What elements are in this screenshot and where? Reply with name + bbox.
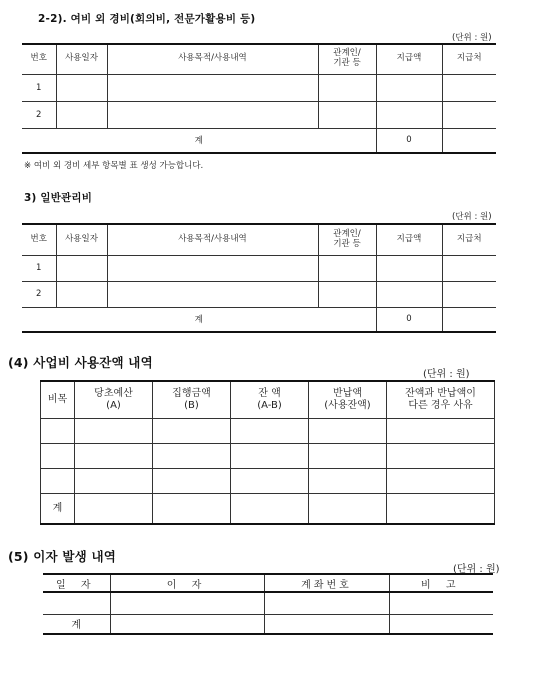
total-label: 계 [41, 493, 75, 524]
table-row [22, 255, 496, 281]
header-remarks: 비 고 [389, 574, 493, 592]
section-4-unit: (단위 : 원) [423, 369, 470, 380]
header-date: 일 자 [43, 574, 110, 592]
cell-difference-reason[interactable] [387, 443, 495, 468]
total-payee [442, 128, 496, 153]
cell-related-party[interactable] [318, 101, 376, 128]
cell-payee[interactable] [442, 74, 496, 101]
header-row [22, 44, 496, 74]
cell-purpose[interactable] [107, 74, 318, 101]
cell-returned-amount[interactable] [309, 443, 387, 468]
table-row [43, 592, 493, 614]
header-item: 비목 [41, 381, 75, 418]
header-related-party: 관계인/ 기관 등 [318, 44, 376, 74]
section-2-2-title: 2-2). 여비 외 경비(회의비, 전문가활용비 등) [38, 13, 256, 25]
cell-amount[interactable] [376, 101, 442, 128]
total-label: 계 [22, 307, 376, 332]
header-purpose: 사용목적/사용내역 [107, 44, 318, 74]
section-3-title: 3) 일반관리비 [24, 192, 93, 204]
cell-difference-reason[interactable] [387, 418, 495, 443]
header-original-budget: 당초예산 (A) [75, 381, 153, 418]
cell-interest[interactable] [110, 592, 264, 614]
cell-returned-amount[interactable] [309, 468, 387, 493]
cell-payee[interactable] [442, 101, 496, 128]
cell-item[interactable] [41, 443, 75, 468]
cell-date[interactable] [56, 74, 107, 101]
cell-related-party[interactable] [318, 281, 376, 307]
cell-amount[interactable] [376, 74, 442, 101]
cell-purpose[interactable] [107, 255, 318, 281]
total-amount: 0 [376, 128, 442, 153]
section-3-table [22, 223, 496, 333]
header-date: 사용일자 [56, 224, 107, 255]
cell-original-budget[interactable] [75, 468, 153, 493]
cell-executed-amount[interactable] [153, 443, 231, 468]
cell-date[interactable] [56, 255, 107, 281]
cell-date[interactable] [43, 592, 110, 614]
header-returned-amount: 반납액 (사용잔액) [309, 381, 387, 418]
section-4-title: (4) 사업비 사용잔액 내역 [8, 355, 153, 370]
table-row [41, 418, 495, 443]
cell-returned-amount[interactable] [309, 418, 387, 443]
header-interest: 이 자 [110, 574, 264, 592]
cell-amount[interactable] [376, 255, 442, 281]
total-interest [110, 614, 264, 634]
cell-executed-amount[interactable] [153, 468, 231, 493]
header-account-number: 계좌번호 [264, 574, 389, 592]
row-number: 2 [22, 101, 56, 128]
total-difference-reason [387, 493, 495, 524]
table-row [41, 443, 495, 468]
cell-original-budget[interactable] [75, 418, 153, 443]
header-row [41, 381, 495, 418]
cell-amount[interactable] [376, 281, 442, 307]
total-original-budget [75, 493, 153, 524]
cell-item[interactable] [41, 418, 75, 443]
total-amount: 0 [376, 307, 442, 332]
table-row [22, 281, 496, 307]
cell-purpose[interactable] [107, 101, 318, 128]
header-purpose: 사용목적/사용내역 [107, 224, 318, 255]
total-returned-amount [309, 493, 387, 524]
header-date: 사용일자 [56, 44, 107, 74]
table-row [41, 468, 495, 493]
total-row [22, 307, 496, 332]
total-row [22, 128, 496, 153]
total-label: 계 [43, 614, 110, 634]
cell-difference-reason[interactable] [387, 468, 495, 493]
header-balance: 잔 액 (A-B) [231, 381, 309, 418]
cell-date[interactable] [56, 101, 107, 128]
cell-payee[interactable] [442, 281, 496, 307]
total-balance [231, 493, 309, 524]
cell-balance[interactable] [231, 443, 309, 468]
cell-payee[interactable] [442, 255, 496, 281]
section-2-2-note: ※ 여비 외 경비 세부 항목별 표 생성 가능합니다. [24, 161, 204, 171]
cell-purpose[interactable] [107, 281, 318, 307]
cell-original-budget[interactable] [75, 443, 153, 468]
header-amount: 지급액 [376, 224, 442, 255]
section-4-table [40, 380, 495, 525]
row-number: 1 [22, 255, 56, 281]
total-label: 계 [22, 128, 376, 153]
cell-executed-amount[interactable] [153, 418, 231, 443]
cell-related-party[interactable] [318, 255, 376, 281]
row-number: 2 [22, 281, 56, 307]
header-payee: 지급처 [442, 44, 496, 74]
section-5-title: (5) 이자 발생 내역 [8, 549, 117, 564]
header-payee: 지급처 [442, 224, 496, 255]
header-row [43, 574, 493, 592]
section-2-2-unit: (단위 : 원) [452, 33, 492, 43]
total-remarks [389, 614, 493, 634]
total-payee [442, 307, 496, 332]
total-row [41, 493, 495, 524]
section-5-table [43, 573, 493, 635]
total-executed-amount [153, 493, 231, 524]
header-related-party: 관계인/ 기관 등 [318, 224, 376, 255]
header-number: 번호 [22, 224, 56, 255]
cell-balance[interactable] [231, 418, 309, 443]
total-row [43, 614, 493, 634]
section-5-unit: (단위 : 원) [453, 564, 500, 575]
row-number: 1 [22, 74, 56, 101]
header-amount: 지급액 [376, 44, 442, 74]
cell-account-number[interactable] [264, 592, 389, 614]
cell-related-party[interactable] [318, 74, 376, 101]
header-row [22, 224, 496, 255]
header-difference-reason: 잔액과 반납액이 다른 경우 사유 [387, 381, 495, 418]
cell-balance[interactable] [231, 468, 309, 493]
table-row [22, 101, 496, 128]
cell-item[interactable] [41, 468, 75, 493]
section-3-unit: (단위 : 원) [452, 212, 492, 222]
table-row [22, 74, 496, 101]
section-2-2-table [22, 43, 496, 154]
header-number: 번호 [22, 44, 56, 74]
header-executed-amount: 집행금액 (B) [153, 381, 231, 418]
cell-date[interactable] [56, 281, 107, 307]
cell-remarks[interactable] [389, 592, 493, 614]
total-account-number [264, 614, 389, 634]
